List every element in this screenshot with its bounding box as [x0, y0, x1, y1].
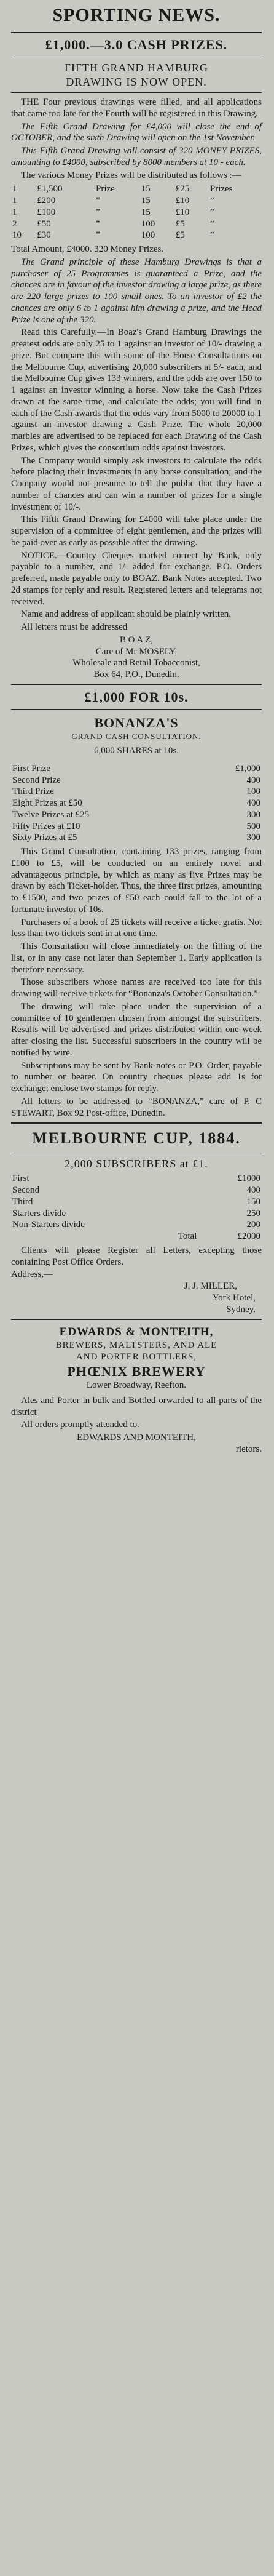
paragraph: The Company would simply ask investors to calculate the odds before placing their investments in any horse consultation; and the Company would not presume to tell the public that they have a number of chances and can win a number of prizes for a single investment of 10/-. [11, 455, 262, 512]
cell: Prize [95, 184, 115, 194]
hamburg-drawing-ad [11, 36, 262, 710]
divider [11, 709, 262, 710]
cell: ” [209, 207, 214, 217]
advertiser-hotel: York Hotel, [212, 1292, 256, 1303]
table-row [11, 1219, 262, 1231]
paragraph: The Fifth Grand Drawing for £4,000 will close the end of OCTOBER, and the sixth Drawing will open on the 1st November. [11, 121, 262, 143]
table-row [11, 183, 262, 195]
prize-table [11, 183, 262, 241]
brewery-location: Lower Broadway, Reefton. [86, 1380, 187, 1390]
cell: 15 [141, 196, 151, 206]
cell: ” [209, 230, 214, 241]
ad-subheadline: FIFTH GRAND HAMBURG [64, 62, 209, 74]
table-row [11, 763, 262, 775]
cell: £100 [37, 207, 56, 217]
cell: 1 [12, 196, 17, 206]
paragraph: NOTICE.—Country Cheques marked correct by Bank, only payable to a number, and 1/- added for exchange. P.O. Orders preferred, made payable only to BOAZ. Bank Notes accepted. Two 2d stamps for reply and result. Registered letters and telegrams not received. [11, 550, 262, 607]
cell: 200 [246, 1220, 260, 1230]
brewery-line: AND PORTER BOTTLERS, [76, 1351, 197, 1362]
cell: Second Prize [12, 775, 61, 785]
table-row [11, 1231, 262, 1242]
ad-subheadline: DRAWING IS NOW OPEN. [66, 75, 207, 88]
ad-subtitle: GRAND CASH CONSULTATION. [71, 731, 202, 741]
ad-footer: £1,000 FOR 10s. [84, 689, 189, 705]
cell: 500 [246, 821, 260, 831]
shares-line: 6,000 SHARES at 10s. [94, 746, 179, 756]
advertiser-city: Sydney. [226, 1304, 256, 1314]
divider [11, 31, 262, 33]
brewery-ad [11, 1325, 262, 1455]
cell: 300 [246, 833, 260, 843]
cell: ” [95, 230, 100, 241]
table-row [11, 1196, 262, 1208]
paragraph: All letters must be addressed [21, 622, 128, 632]
cell: £10 [175, 207, 190, 217]
paragraph: All orders promptly attended to. [21, 1420, 139, 1430]
advertiser-trade: Wholesale and Retail Tobacconist, [72, 658, 200, 668]
divider [11, 92, 262, 93]
cell: 150 [246, 1196, 260, 1207]
table-row [11, 218, 262, 230]
table-row [11, 1208, 262, 1220]
cell: Twelve Prizes at £25 [12, 809, 90, 820]
cell: £5 [175, 218, 185, 229]
cell: 15 [141, 207, 151, 217]
cell: Eight Prizes at £50 [12, 798, 82, 808]
table-row [11, 786, 262, 798]
paragraph: Purchasers of a book of 25 tickets will receive a ticket gratis. Not less than two tickets sent in at one time. [11, 917, 262, 939]
cell: 1 [12, 207, 17, 217]
paragraph: The Grand principle of these Hamburg Drawings is that a purchaser of 25 Programmes is guaranteed a Prize, and the chances are in favour of the investor drawing a large prize, as there are 220 large prizes to 100 small ones. To an investor of £2 the chances are only 6 to 1 against him drawing a prize, and the Head Prize is one of the 320. [11, 257, 262, 325]
advertiser-box: Box 64, P.O., Dunedin. [93, 670, 179, 679]
cell: Starters divide [12, 1208, 66, 1218]
divider [11, 684, 262, 685]
brewery-line: BREWERS, MALTSTERS, AND ALE [55, 1340, 217, 1350]
cell: First [12, 1174, 29, 1184]
paragraph: This Consultation will close immediately on the filling of the list, or in any case not later than September 1. Early application is therefore necessary. [11, 942, 262, 975]
cell: £30 [37, 230, 51, 241]
cell: Third [12, 1196, 33, 1207]
address-label: Address,— [11, 1270, 53, 1280]
subscribers-line: 2,000 SUBSCRIBERS at £1. [65, 1157, 208, 1170]
prize-table [11, 1173, 262, 1242]
cell: £1,500 [37, 184, 63, 194]
paragraph: This Grand Consultation, containing 133 prizes, ranging from £100 to £5, will be conducted on an entirely novel and advantageous principle, by which as many as five Prizes may be drawn by each Ticket-holder. Thus, the three first prizes, amounting to £1500, and two prizes of £50 each could fall to the lot of a fortunate investor of 10s. [11, 847, 262, 914]
cell: 300 [246, 809, 260, 820]
cell: £50 [37, 218, 51, 229]
paragraph: Name and address of applicant should be plainly written. [21, 609, 231, 620]
melbourne-cup-ad [11, 1129, 262, 1320]
table-row [11, 821, 262, 833]
total-line: Total Amount, £4000. 320 Money Prizes. [11, 244, 164, 254]
advertiser-name: J. J. MILLER, [184, 1281, 237, 1291]
table-row [11, 775, 262, 786]
cell: 400 [246, 1185, 260, 1195]
table-row [11, 798, 262, 809]
paragraph: Ales and Porter in bulk and Bottled orwarded to all parts of the district [11, 1395, 262, 1417]
table-row [11, 1185, 262, 1196]
paragraph: Clients will please Register all Letters, excepting those containing Post Office Orders. [11, 1245, 262, 1267]
divider [11, 1319, 262, 1320]
cell: 250 [246, 1208, 260, 1218]
cell: 100 [141, 230, 155, 241]
cell: 100 [246, 786, 260, 797]
paragraph: The drawing will take place under the supervision of a committee of 10 gentlemen chosen from amongst the subscribers. Results will be advertised and prizes distributed within one week after closing the list. Successful subscribers in the country will be notified by wire. [11, 1001, 262, 1058]
cell: £10 [175, 196, 190, 206]
masthead-title: SPORTING NEWS. [52, 5, 221, 25]
cell: 15 [141, 184, 151, 194]
cell: ” [209, 218, 214, 229]
cell: £1000 [237, 1174, 260, 1184]
paragraph: This Fifth Grand Drawing will consist of 320 MONEY PRIZES, amounting to £4000, subscribed by 8000 members at 10 - each. [11, 146, 262, 167]
paragraph: THE Four previous drawings were filled, and all applications that came too late for the Fourth will be registered in this Drawing. [11, 97, 262, 119]
cell: Prizes [209, 184, 233, 194]
cell: £1,000 [235, 763, 260, 774]
brewery-name: PHŒNIX BREWERY [67, 1363, 206, 1379]
cell: Fifty Prizes at £10 [12, 821, 80, 831]
brewery-signature: EDWARDS AND MONTEITH, [77, 1433, 196, 1442]
cell: 400 [246, 798, 260, 808]
ad-title: EDWARDS & MONTEITH, [59, 1326, 214, 1339]
table-row [11, 809, 262, 821]
ad-headline: £1,000.—3.0 CASH PRIZES. [45, 36, 228, 52]
paragraph: The various Money Prizes will be distributed as follows :— [21, 170, 241, 180]
cell: 10 [12, 230, 22, 241]
cell: Second [12, 1185, 40, 1195]
cell: Non-Starters divide [12, 1220, 85, 1230]
cell: ” [95, 218, 100, 229]
table-row [11, 195, 262, 207]
paragraph: All letters to be addressed to “BONANZA,” care of P. C STEWART, Box 92 Post-office, Dunedin. [11, 1096, 262, 1118]
advertiser-care: Care of Mr MOSELY, [95, 646, 178, 657]
cell: Sixty Prizes at £5 [12, 833, 77, 843]
paragraph: This Fifth Grand Drawing for £4000 will take place under the supervision of a committee of eight gentlemen, and the prizes will be paid over as early as possible after the drawing. [11, 514, 262, 548]
cell: 100 [141, 218, 155, 229]
cell: First Prize [12, 763, 51, 774]
paragraph: Those subscribers whose names are received too late for this drawing will receive tickets for “Bonanza's October Consultation.” [11, 977, 262, 999]
cell: Third Prize [12, 786, 54, 797]
cell: £200 [37, 196, 56, 206]
cell: ” [95, 207, 100, 217]
cell: ” [209, 196, 214, 206]
table-row [11, 832, 262, 844]
brewery-signature-line: rietors. [235, 1444, 262, 1454]
bonanza-ad [11, 714, 262, 1124]
cell: £5 [175, 230, 185, 241]
total-value: £2000 [237, 1231, 260, 1241]
ad-title: BONANZA'S [94, 715, 179, 731]
divider [11, 1122, 262, 1124]
cell: £25 [175, 184, 190, 194]
advertiser-name: B O A Z, [119, 634, 154, 645]
total-label: Total [178, 1231, 197, 1241]
table-row [11, 207, 262, 218]
table-row [11, 230, 262, 241]
cell: 1 [12, 184, 17, 194]
cell: ” [95, 196, 100, 206]
paragraph: Read this Carefully.—In Boaz's Grand Hamburg Drawings the greatest odds are only 25 to 1 against an investor of 10/- drawing a prize. But compare this with some of the Horse Consultations on the Melbourne Cup, advertising 20,000 subscribers at 5/- each, and the Melbourne Cup gives 133 winners, and the odds are over 150 to 1 against an investor winning a horse. Now take the Cash Prizes drawn at the same time, and calculate the odds; you will find in each of the Cash awards that the odds vary from 5000 to 20000 to 1 against an investor drawing a Cash Prize. The whole 20,000 marbles are advertised to be replaced for each Drawing of the Cash Prizes, which gives the consortium odds against investors. [11, 327, 262, 453]
ad-title: MELBOURNE CUP, 1884. [32, 1129, 241, 1148]
paragraph: Subscriptions may be sent by Bank-notes or P.O. Order, payable to number or bearer. On country cheques please add 1s for exchange; enclose two stamps for reply. [11, 1060, 262, 1094]
prize-table [11, 763, 262, 844]
cell: 2 [12, 218, 17, 229]
cell: 400 [246, 775, 260, 785]
table-row [11, 1173, 262, 1185]
